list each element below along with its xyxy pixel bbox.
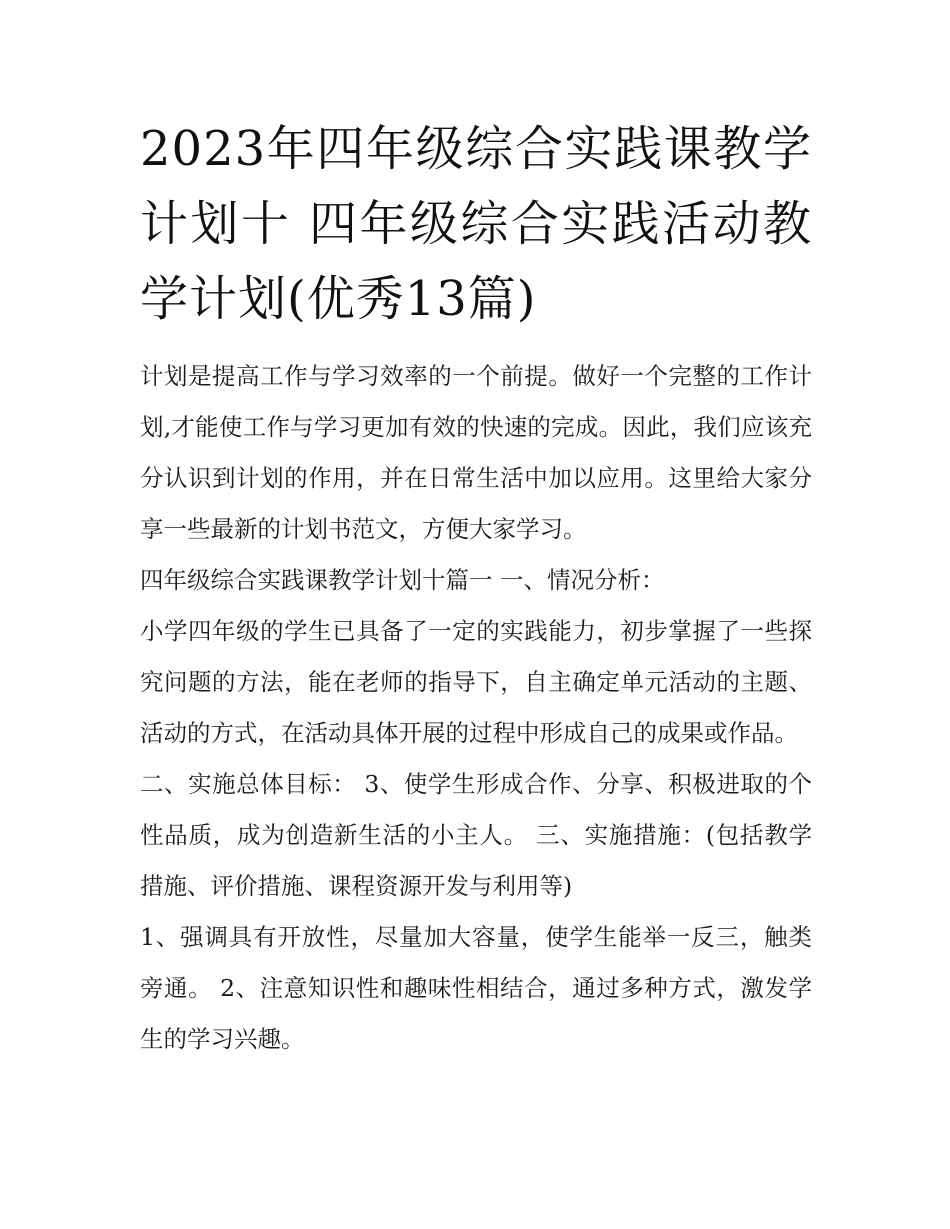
paragraph-section-heading: 四年级综合实践课教学计划十篇一 一、情况分析： bbox=[140, 566, 665, 594]
paragraph-measure-items: 1、强调具有开放性，尽量加大容量，使学生能举一反三，触类旁通。 2、注意知识性和趣味性相结合，通过多种方式，激发学生的学习兴趣。 bbox=[140, 923, 812, 1053]
document-page bbox=[140, 112, 812, 1065]
paragraph-situation-analysis: 小学四年级的学生已具备了一定的实践能力，初步掌握了一些探究问题的方法，能在老师的指导下，自主确定单元活动的主题、活动的方式，在活动具体开展的过程中形成自己的成果或作品。 bbox=[140, 617, 812, 747]
document-title: 2023年四年级综合实践课教学计划十 四年级综合实践活动教学计划(优秀13篇) bbox=[140, 121, 812, 327]
paragraph-intro: 计划是提高工作与学习效率的一个前提。做好一个完整的工作计划,才能使工作与学习更加有效的快速的完成。因此，我们应该充分认识到计划的作用，并在日常生活中加以应用。这里给大家分享一些最新的计划书范文，方便大家学习。 bbox=[140, 362, 812, 543]
paragraph-goals-measures: 二、实施总体目标： 3、使学生形成合作、分享、积极进取的个性品质，成为创造新生活的小主人。 三、实施措施：(包括教学措施、评价措施、课程资源开发与利用等) bbox=[140, 770, 812, 900]
